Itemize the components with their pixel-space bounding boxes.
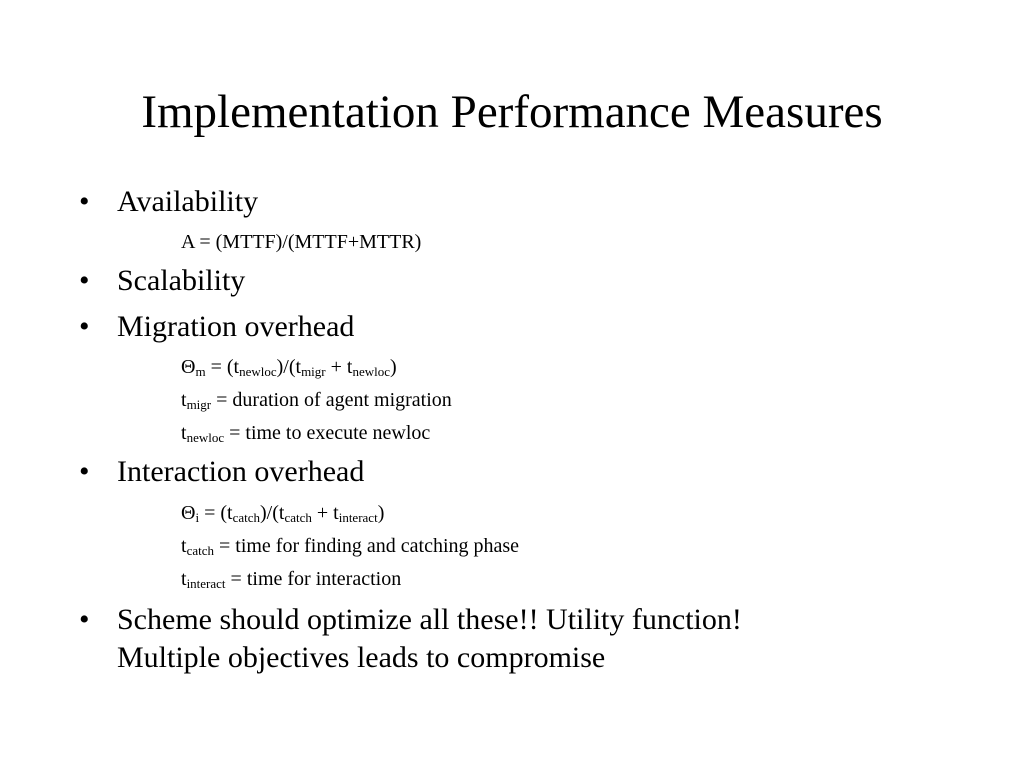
migration-formula: $\Theta_m = (t_{newloc})/(t_{migr} + t_{newloc})$ — [181, 356, 397, 379]
bullet-scheme-continuation — [117, 640, 605, 676]
bullet-label: Migration overhead — [117, 310, 355, 343]
bullet-dot: • — [79, 264, 90, 297]
availability-formula: A = (MTTF)/(MTTF+MTTR) — [181, 231, 422, 253]
bullet-dot: • — [79, 310, 90, 343]
migration-def-newloc: $t_{newloc}$ = time to execute newloc — [181, 422, 431, 445]
bullet-label-continuation: Multiple objectives leads to compromise — [117, 641, 606, 674]
theta-symbol: Θ — [181, 502, 196, 524]
bullet-availability — [79, 184, 259, 220]
bullet-scheme — [79, 602, 742, 638]
bullet-interaction-overhead — [79, 454, 365, 490]
bullet-migration-overhead — [79, 309, 355, 345]
interaction-formula: $\Theta_i = (t_{catch})/(t_{catch} + t_{interact})$ — [181, 502, 385, 525]
bullet-dot: • — [79, 603, 90, 636]
theta-symbol: Θ — [181, 356, 196, 378]
interaction-def-interact: $t_{interact}$ = time for interaction — [181, 568, 402, 591]
interaction-def-catch: $t_{catch}$ = time for finding and catching phase — [181, 535, 520, 558]
migration-def-migr: $t_{migr}$ = duration of agent migration — [181, 389, 452, 412]
bullet-label: Scalability — [117, 264, 246, 297]
bullet-label: Interaction overhead — [117, 455, 365, 488]
slide-title: Implementation Performance Measures — [141, 86, 883, 138]
bullet-scalability — [79, 263, 246, 299]
bullet-dot: • — [79, 455, 90, 488]
bullet-label: Availability — [117, 185, 259, 218]
bullet-dot: • — [79, 185, 90, 218]
bullet-label: Scheme should optimize all these!! Utility function! — [117, 603, 742, 636]
